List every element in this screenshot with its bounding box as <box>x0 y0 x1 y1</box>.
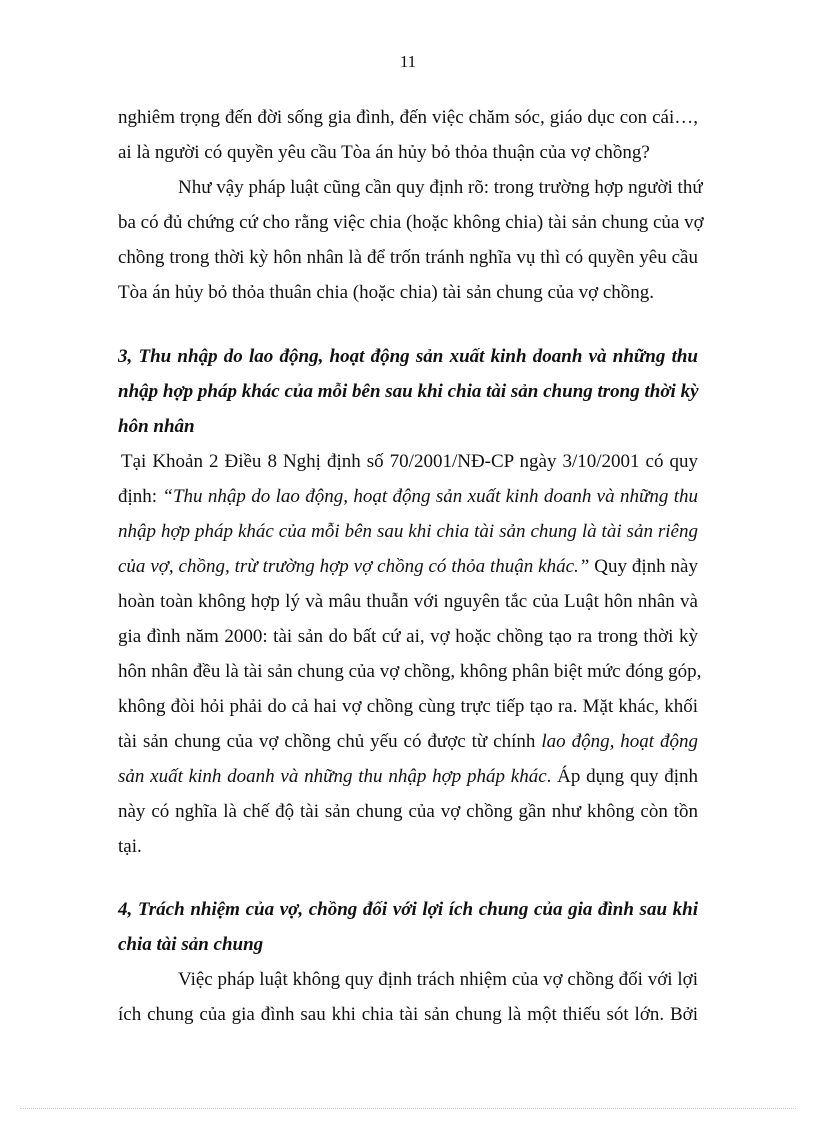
paragraph-line: tại. <box>118 836 142 857</box>
section-heading-3: 3, Thu nhập do lao động, hoạt động sản xuất kinh doanh và những thu <box>118 346 698 367</box>
emphasis-text: lao động, hoạt động <box>541 731 698 752</box>
paragraph-line: ai là người có quyền yêu cầu Tòa án hủy bỏ thỏa thuận của vợ chồng? <box>118 142 650 163</box>
paragraph-line: không đòi hỏi phải do cả hai vợ chồng cùng trực tiếp tạo ra. Mặt khác, khối <box>118 696 698 717</box>
text-run: tài sản chung của vợ chồng chủ yếu có được từ chính <box>118 731 542 752</box>
text-run: . Áp dụng quy định <box>546 766 699 787</box>
emphasis-text: sản xuất kinh doanh và những thu nhập hợp pháp khác <box>118 766 547 787</box>
section-heading-3: hôn nhân <box>118 416 195 437</box>
paragraph-line <box>118 730 698 754</box>
paragraph-line: hôn nhân đều là tài sản chung của vợ chồng, không phân biệt mức đóng góp, <box>118 661 702 682</box>
text-run: Quy định này <box>589 556 698 577</box>
section-heading-3: nhập hợp pháp khác của mỗi bên sau khi chia tài sản chung trong thời kỳ <box>118 381 699 402</box>
section-heading-4: 4, Trách nhiệm của vợ, chồng đối với lợi ích chung của gia đình sau khi <box>118 899 698 920</box>
quote-text: của vợ, chồng, trừ trường hợp vợ chồng có thỏa thuận khác.” <box>118 556 590 577</box>
paragraph-line <box>118 765 698 789</box>
paragraph-line: Tại Khoản 2 Điều 8 Nghị định số 70/2001/NĐ-CP ngày 3/10/2001 có quy <box>121 451 698 472</box>
paragraph-line <box>118 555 698 579</box>
paragraph-line <box>118 485 698 509</box>
paragraph-line: ích chung của gia đình sau khi chia tài sản chung là một thiếu sót lớn. Bởi <box>118 1004 698 1025</box>
paragraph-line: Việc pháp luật không quy định trách nhiệm của vợ chồng đối với lợi <box>178 969 698 990</box>
paragraph-line: này có nghĩa là chế độ tài sản chung của vợ chồng gần như không còn tồn <box>118 801 698 822</box>
quote-text: “Thu nhập do lao động, hoạt động sản xuất kinh doanh và những thu <box>162 486 698 507</box>
paragraph-line: chồng trong thời kỳ hôn nhân là để trốn tránh nghĩa vụ thì có quyền yêu cầu <box>118 247 698 268</box>
paragraph-line: Tòa án hủy bỏ thỏa thuân chia (hoặc chia) tài sản chung của vợ chồng. <box>118 282 655 303</box>
section-heading-4: chia tài sản chung <box>118 934 264 955</box>
quote-line: nhập hợp pháp khác của mỗi bên sau khi chia tài sản chung là tài sản riêng <box>118 521 698 542</box>
page-number: 11 <box>399 52 417 71</box>
text-run: định: <box>118 486 163 507</box>
page-edge-divider <box>20 1108 796 1109</box>
paragraph-line: Như vậy pháp luật cũng cần quy định rõ: trong trường hợp người thứ <box>178 177 703 198</box>
paragraph-line: hoàn toàn không hợp lý và mâu thuẫn với nguyên tắc của Luật hôn nhân và <box>118 591 698 612</box>
paragraph-line: nghiêm trọng đến đời sống gia đình, đến việc chăm sóc, giáo dục con cái…, <box>118 107 698 128</box>
paragraph-line: ba có đủ chứng cứ cho rằng việc chia (hoặc không chia) tài sản chung của vợ <box>118 212 704 233</box>
paragraph-line: gia đình năm 2000: tài sản do bất cứ ai, vợ hoặc chồng tạo ra trong thời kỳ <box>118 626 698 647</box>
